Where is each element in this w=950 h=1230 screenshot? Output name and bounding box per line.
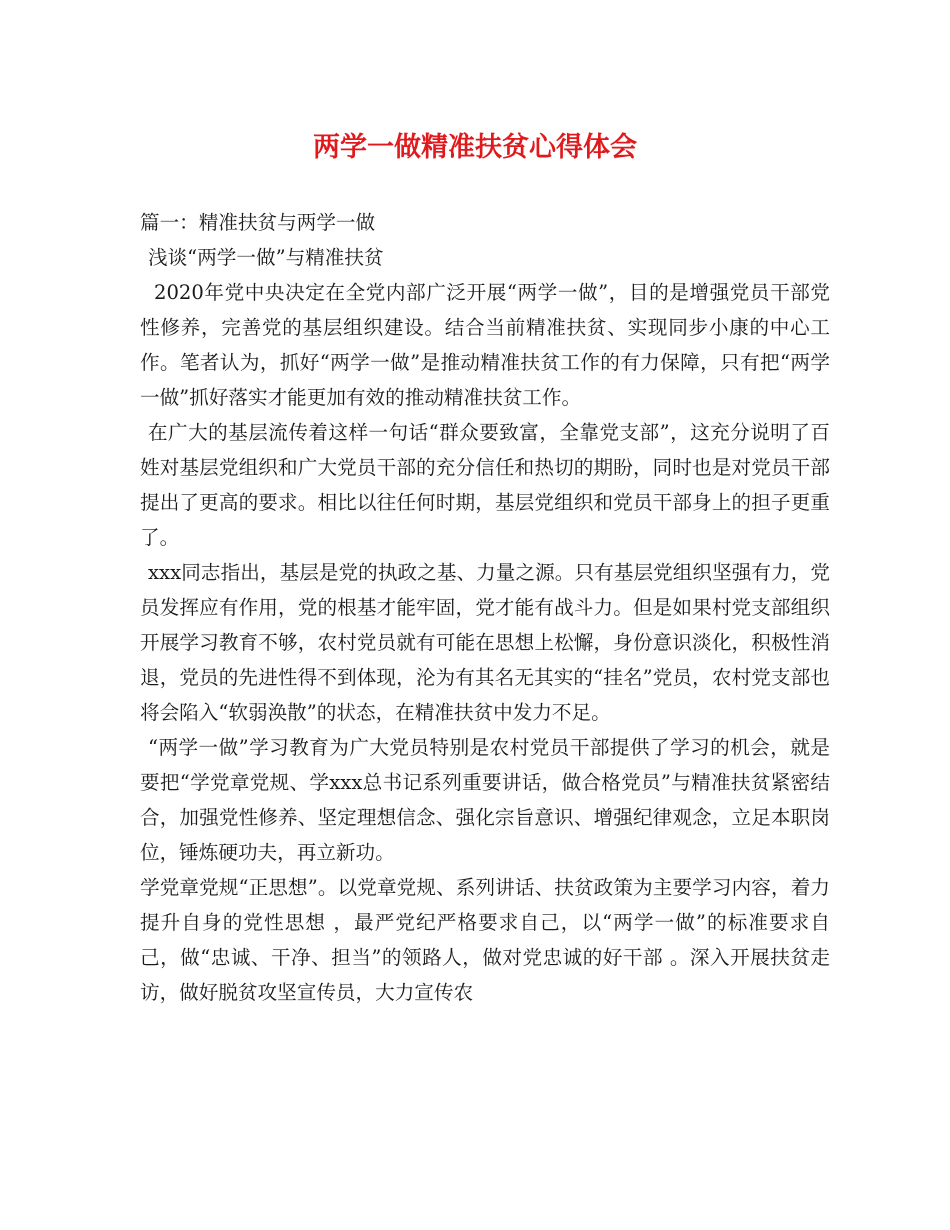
body-paragraph: “两学一做”学习教育为广大党员特别是农村党员干部提供了学习的机会，就是要把“学党章党规、学xxx总书记系列重要讲话，做合格党员”与精准扶贫紧密结合，加强党性修养、坚定理想信念、强化宗旨意识、增强纪律观念，立足本职岗位，锤炼硬功夫，再立新功。 bbox=[140, 736, 830, 864]
body-paragraph: xxx同志指出，基层是党的执政之基、力量之源。只有基层党组织坚强有力，党员发挥应有作用，党的根基才能牢固，党才能有战斗力。但是如果村党支部组织开展学习教育不够，农村党员就有可能在思想上松懈，身份意识淡化，积极性消退，党员的先进性得不到体现，沦为有其名无其实的“挂名”党员，农村党支部也将会陷入“软弱涣散”的状态，在精准扶贫中发力不足。 bbox=[140, 561, 830, 724]
body-paragraph: 2020年党中央决定在全党内部广泛开展“两学一做”，目的是增强党员干部党性修养，完善党的基层组织建设。结合当前精准扶贫、实现同步小康的中心工作。笔者认为，抓好“两学一做”是推动精准扶贫工作的有力保障，只有把“两学一做”抓好落实才能更加有效的推动精准扶贫工作。 bbox=[140, 281, 830, 409]
body-paragraph: 在广大的基层流传着这样一句话“群众要致富，全靠党支部”，这充分说明了百姓对基层党组织和广大党员干部的充分信任和热切的期盼，同时也是对党员干部提出了更高的要求。相比以往任何时期，基层党组织和党员干部身上的担子更重了。 bbox=[140, 421, 830, 549]
section-heading: 篇一：精准扶贫与两学一做 bbox=[140, 211, 376, 234]
body-paragraph: 学党章党规“正思想”。以党章党规、系列讲话、扶贫政策为主要学习内容，着力提升自身的党性思想 ，最严党纪严格要求自己，以“两学一做”的标准要求自己，做“忠诚、干净、担当”的领路人，做对党忠诚的好干部 。深入开展扶贫走访，做好脱贫攻坚宣传员，大力宣传农 bbox=[140, 876, 830, 1004]
document-title: 两学一做精准扶贫心得体会 bbox=[313, 132, 637, 163]
document-body bbox=[140, 205, 830, 1010]
article-subtitle: 浅谈“两学一做”与精准扶贫 bbox=[148, 246, 384, 269]
